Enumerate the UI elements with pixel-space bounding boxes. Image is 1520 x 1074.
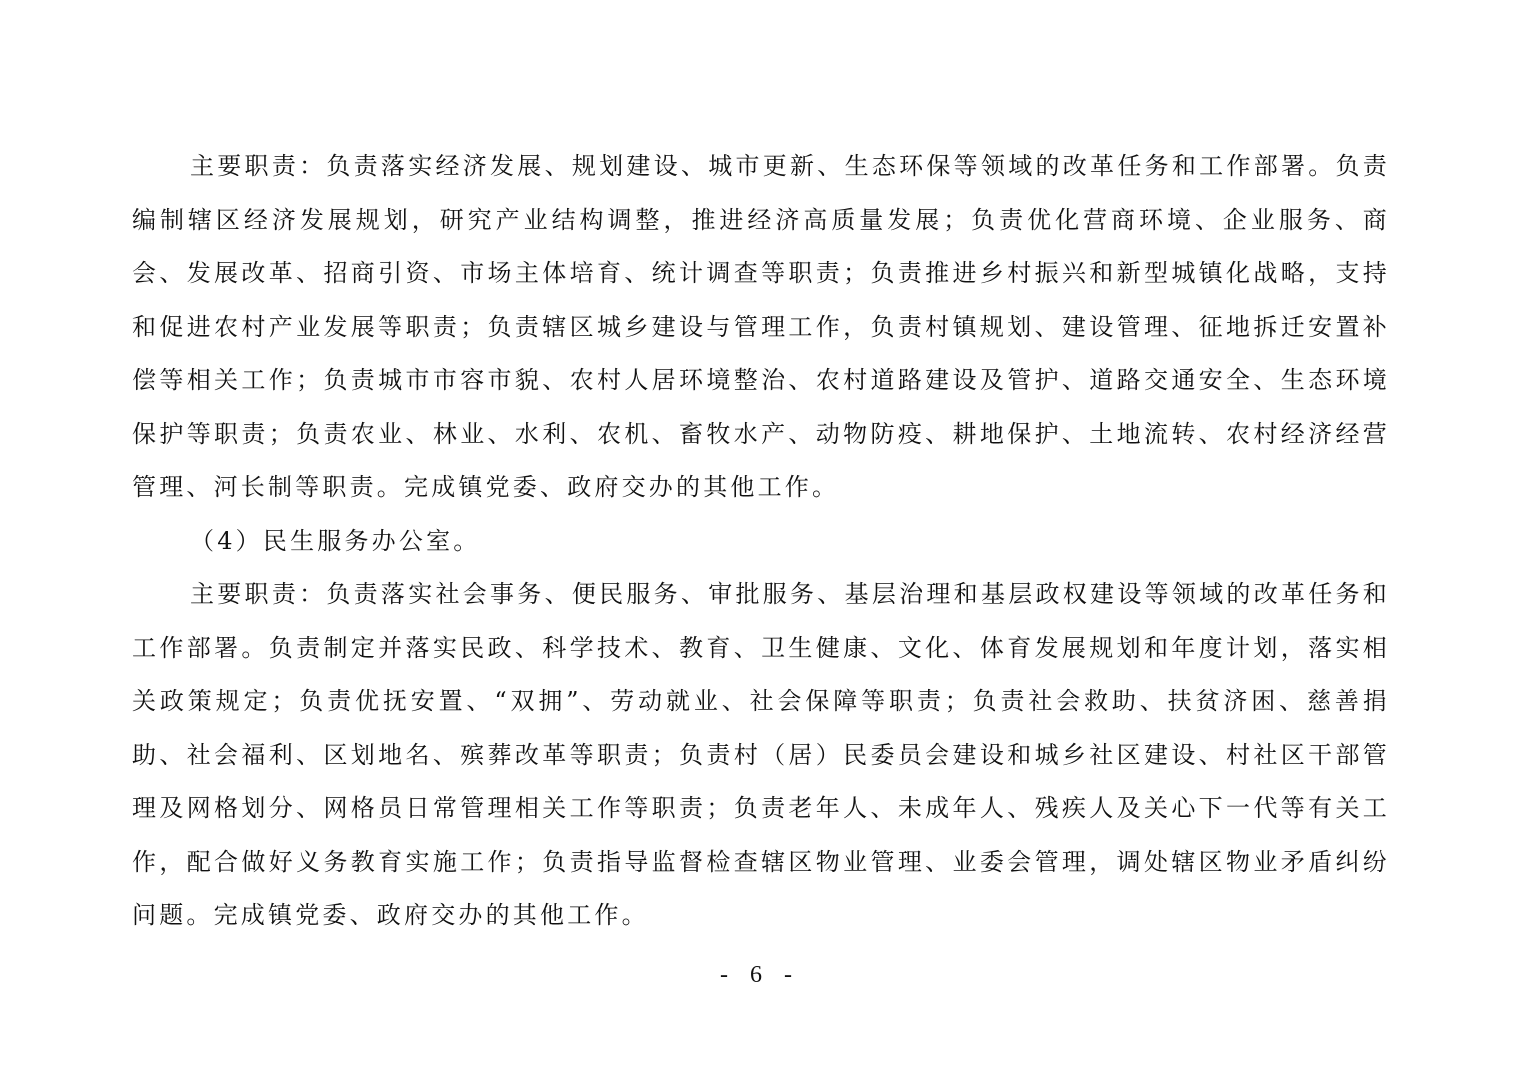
page-number: - 6 -: [720, 962, 800, 988]
economic-office-duties-paragraph: 主要职责：负责落实经济发展、规划建设、城市更新、生态环保等领域的改革任务和工作部署。负责编制辖区经济发展规划，研究产业结构调整，推进经济高质量发展；负责优化营商环境、企业服务、商会、发展改革、招商引资、市场主体培育、统计调查等职责；负责推进乡村振兴和新型城镇化战略，支持和促进农村产业发展等职责；负责辖区城乡建设与管理工作，负责村镇规划、建设管理、征地拆迁安置补偿等相关工作；负责城市市容市貌、农村人居环境整治、农村道路建设及管护、道路交通安全、生态环境保护等职责；负责农业、林业、水利、农机、畜牧水产、动物防疫、耕地保护、土地流转、农村经济经营管理、河长制等职责。完成镇党委、政府交办的其他工作。: [132, 152, 1390, 501]
section-heading-livelihood-office: （4）民生服务办公室。: [190, 526, 481, 555]
document-body: [132, 140, 1390, 943]
livelihood-office-duties-paragraph: 主要职责：负责落实社会事务、便民服务、审批服务、基层治理和基层政权建设等领域的改革任务和工作部署。负责制定并落实民政、科学技术、教育、卫生健康、文化、体育发展规划和年度计划，落实相关政策规定；负责优抚安置、“双拥”、劳动就业、社会保障等职责；负责社会救助、扶贫济困、慈善捐助、社会福利、区划地名、殡葬改革等职责；负责村（居）民委员会建设和城乡社区建设、村社区干部管理及网格划分、网格员日常管理相关工作等职责；负责老年人、未成年人、残疾人及关心下一代等有关工作，配合做好义务教育实施工作；负责指导监督检查辖区物业管理、业委会管理，调处辖区物业矛盾纠纷问题。完成镇党委、政府交办的其他工作。: [132, 580, 1390, 929]
